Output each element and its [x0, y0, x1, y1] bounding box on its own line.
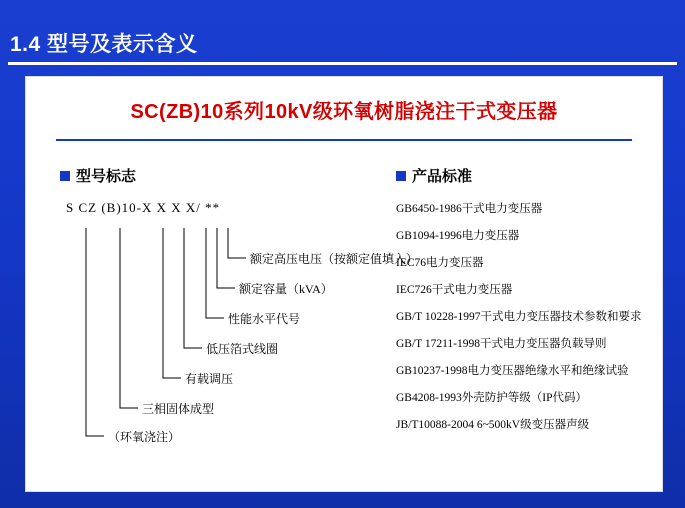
- content-panel: [25, 76, 663, 492]
- bullet-square-icon: [60, 171, 70, 181]
- leader-label-three-phase-cast: 三相固体成型: [142, 402, 215, 416]
- list-item: GB/T 10228-1997干式电力变压器技术参数和要求: [396, 311, 642, 323]
- list-item: GB4208-1993外壳防护等级（IP代码）: [396, 392, 588, 404]
- heading-divider: [56, 139, 632, 141]
- leader-label-performance-level: 性能水平代号: [228, 312, 301, 326]
- leader-label-rated-hv-voltage: 额定高压电压（按额定值填入）: [250, 252, 419, 266]
- model-designation-title-text: 型号标志: [76, 168, 137, 185]
- model-code-text: S CZ (B)10-X X X X/ **: [66, 200, 221, 215]
- list-item: GB/T 17211-1998干式电力变压器负载导则: [396, 338, 607, 350]
- leader-label-on-load-tap-changing: 有载调压: [185, 372, 234, 386]
- list-item: IEC726干式电力变压器: [396, 284, 513, 296]
- page-title: 1.4 型号及表示含义: [10, 33, 198, 56]
- list-item: GB10237-1998电力变压器绝缘水平和绝缘试验: [396, 365, 629, 377]
- list-item: GB6450-1986干式电力变压器: [396, 203, 543, 215]
- product-standards-title-text: 产品标准: [412, 168, 473, 185]
- model-breakdown-diagram: [60, 222, 419, 472]
- title-divider: [8, 62, 677, 65]
- product-standards-column: [396, 165, 651, 443]
- leader-label-lv-foil-winding: 低压箔式线圈: [206, 342, 279, 356]
- list-item: JB/T10088-2004 6~500kV级变压器声级: [396, 419, 590, 431]
- model-designation-column: [60, 165, 419, 472]
- bullet-square-icon: [396, 171, 406, 181]
- product-standards-title: [396, 165, 651, 186]
- panel-heading: SC(ZB)10系列10kV级环氧树脂浇注干式变压器: [130, 101, 558, 123]
- list-item: IEC76电力变压器: [396, 257, 484, 269]
- leader-label-rated-capacity: 额定容量（kVA）: [239, 282, 333, 296]
- model-designation-title: [60, 165, 390, 186]
- standards-list: [396, 200, 651, 432]
- list-item: GB1094-1996电力变压器: [396, 230, 520, 242]
- leader-label-epoxy-cast: （环氧浇注）: [108, 430, 181, 444]
